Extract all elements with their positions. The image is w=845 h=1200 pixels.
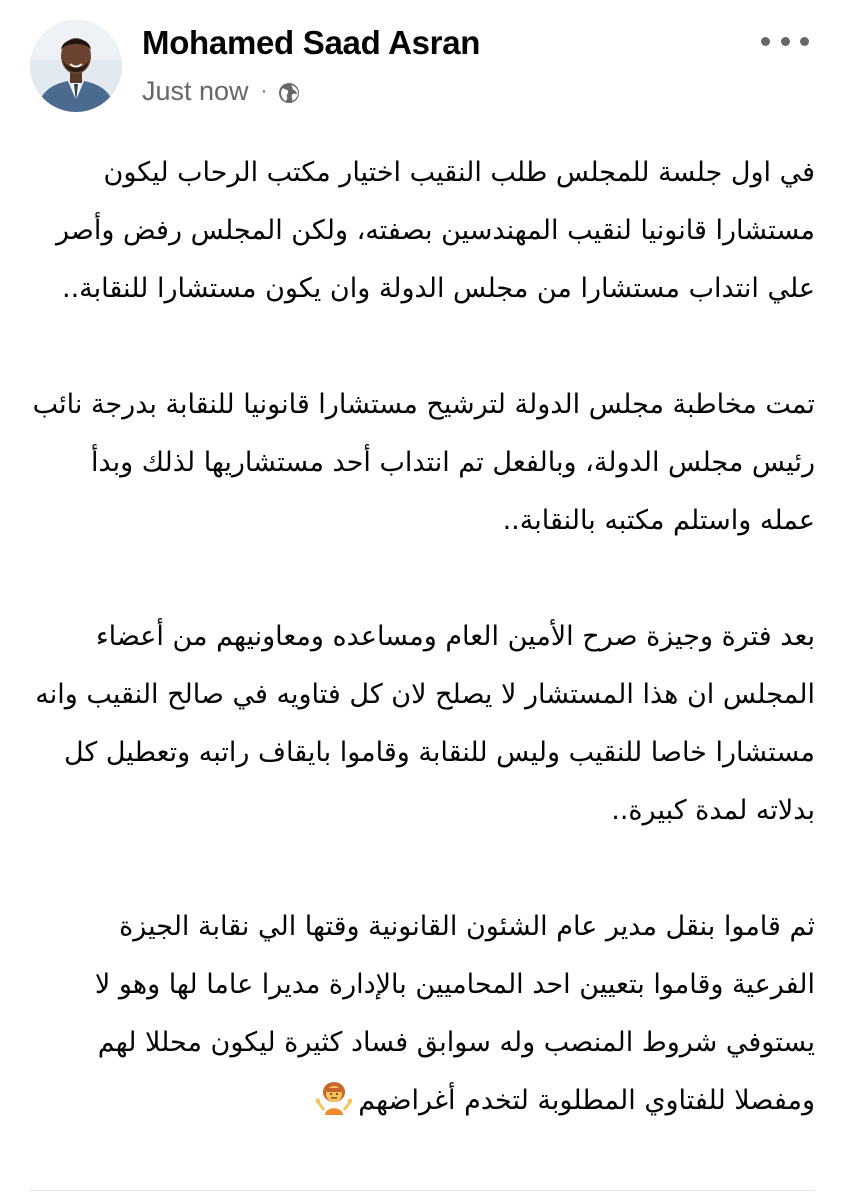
post-timestamp[interactable]: Just now (142, 76, 249, 106)
post-meta (142, 76, 301, 107)
person-shrugging-emoji (316, 1078, 352, 1114)
post-paragraph: تمت مخاطبة مجلس الدولة لترشيح مستشارا قانونيا للنقابة بدرجة نائب رئيس مجلس الدولة، وبالفعل تم انتداب أحد مستشاريها لذلك وبدأ عمله واستلم مكتبه بالنقابة.. (32, 389, 815, 536)
post-paragraph-last (30, 898, 815, 1130)
post-header (30, 20, 815, 116)
post-paragraph: بعد فترة وجيزة صرح الأمين العام ومساعده ومعاونيهم من أعضاء المجلس ان هذا المستشار لا يصلح لان كل فتاويه في صالح النقيب وانه مستشارا خاصا للنقيب وليس للنقابة وقاموا بايقاف راتبه وتعطيل كل بدلاته لمدة كبيرة.. (35, 621, 815, 826)
post-paragraph: في اول جلسة للمجلس طلب النقيب اختيار مكتب الرحاب ليكون مستشارا قانونيا لنقيب المهندسين بصفته، ولكن المجلس رفض وأصر علي انتداب مستشارا من مجلس الدولة وان يكون مستشارا للنقابة.. (56, 157, 815, 304)
more-options-icon[interactable] (761, 26, 809, 56)
globe-icon[interactable] (277, 81, 301, 105)
divider (30, 1190, 815, 1191)
avatar[interactable] (30, 20, 122, 112)
post-paragraph: ثم قاموا بنقل مدير عام الشئون القانونية وقتها الي نقابة الجيزة الفرعية وقاموا بتعيين احد المحاميين بالإدارة مديرا عاما لها وهو لا يستوفي شروط المنصب وله سوابق فساد كثيرة ليكون محللا لهم ومفصلا للفتاوي المطلوبة لتخدم أغراضهم (94, 911, 815, 1116)
meta-separator: · (260, 80, 268, 102)
post-text (30, 144, 815, 1130)
profile-photo (30, 20, 122, 112)
author-name[interactable]: Mohamed Saad Asran (142, 24, 481, 61)
